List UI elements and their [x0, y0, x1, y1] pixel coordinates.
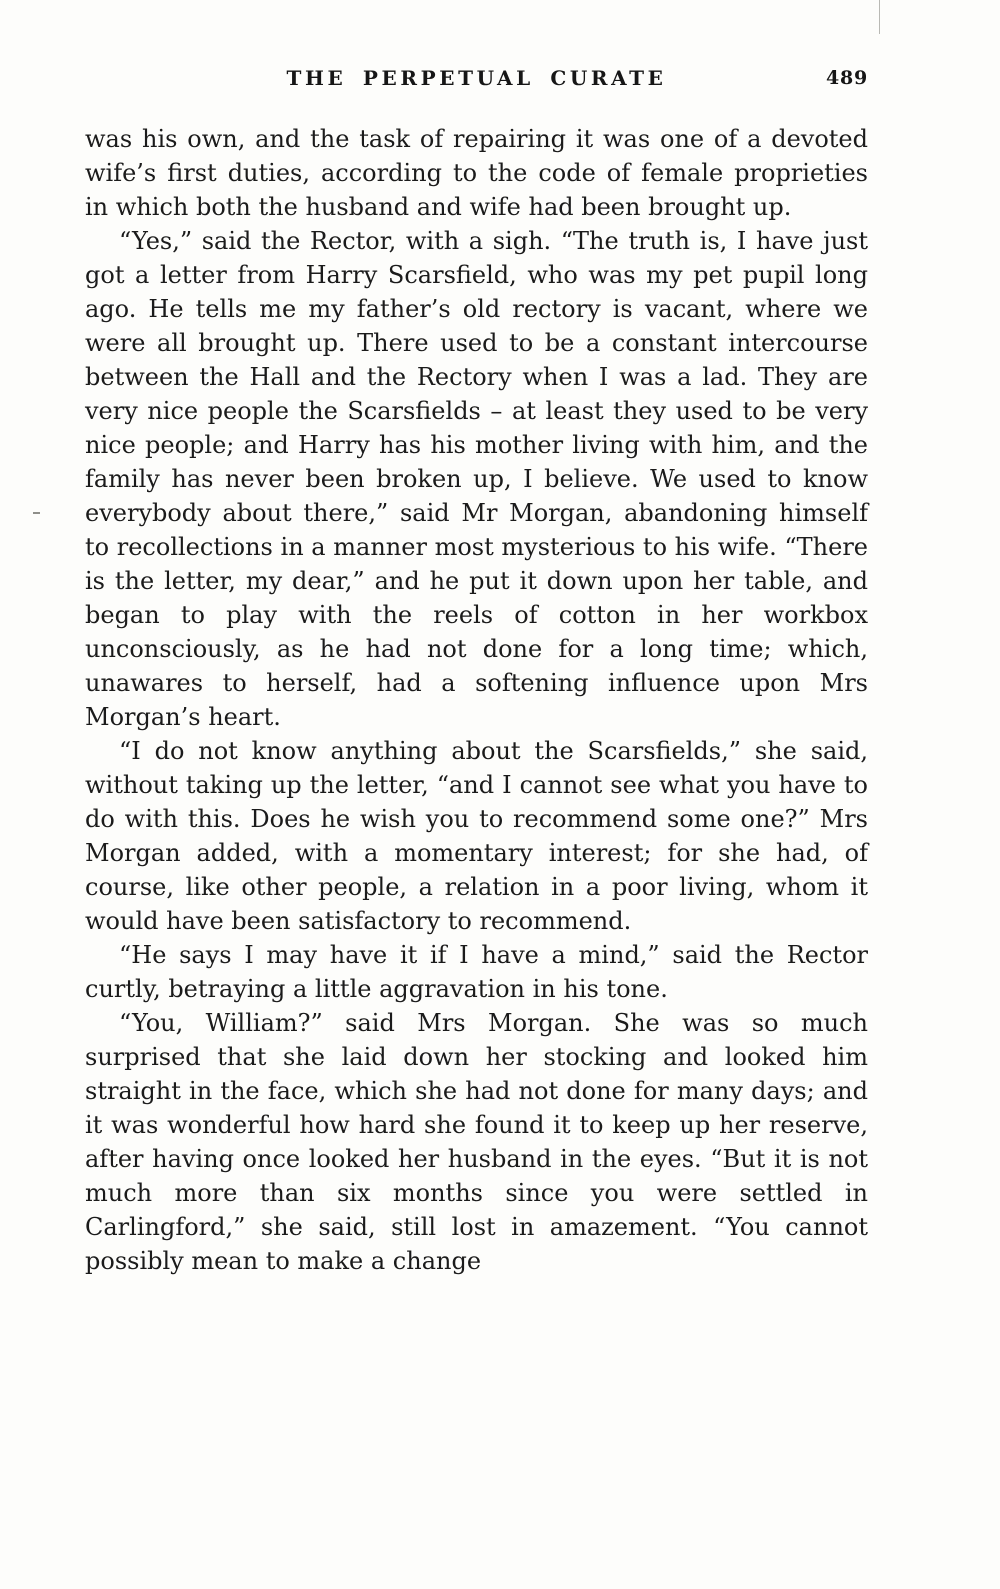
paragraph: “Yes,” said the Rector, with a sigh. “The truth is, I have just got a letter from Harry Scarsfield, who was my pet pupil long ago. He tells me my father’s old rectory is vacant, where we were all brought up. There used to be a constant intercourse between the Hall and the Rectory when I was a lad. They are very nice people the Scarsfields – at least they used to be very nice people; and Harry has his mother living with him, and the family has never been broken up, I believe. We used to know everybody about there,” said Mr Morgan, abandoning himself to recollections in a manner most mysterious to his wife. “There is the letter, my dear,” and he put it down upon her table, and began to play with the reels of cotton in her workbox unconsciously, as he had not done for a long time; which, unawares to herself, had a softening influence upon Mrs Morgan’s heart.	[85, 227, 868, 731]
running-title: THE PERPETUAL CURATE	[286, 66, 667, 90]
scan-artifact-line	[879, 0, 880, 34]
scan-artifact-dash	[33, 512, 40, 514]
page-header	[85, 66, 868, 92]
page-number: 489	[826, 67, 868, 89]
paragraph: “He says I may have it if I have a mind,” said the Rector curtly, betraying a little aggravation in his tone.	[85, 941, 868, 1003]
paragraph: “I do not know anything about the Scarsfields,” she said, without taking up the letter, “and I cannot see what you have to do with this. Does he wish you to recommend some one?” Mrs Morgan added, with a momentary interest; for she had, of course, like other people, a relation in a poor living, whom it would have been satisfactory to recommend.	[85, 737, 868, 935]
paragraph: “You, William?” said Mrs Morgan. She was so much surprised that she laid down her stocking and looked him straight in the face, which she had not done for many days; and it was wonderful how hard she found it to keep up her reserve, after having once looked her husband in the eyes. “But it is not much more than six months since you were settled in Carlingford,” she said, still lost in amazement. “You cannot possibly mean to make a change	[85, 1009, 868, 1275]
paragraph: was his own, and the task of repairing it was one of a devoted wife’s first duties, according to the code of female proprieties in which both the husband and wife had been brought up.	[85, 125, 868, 221]
page-body	[85, 122, 868, 1278]
